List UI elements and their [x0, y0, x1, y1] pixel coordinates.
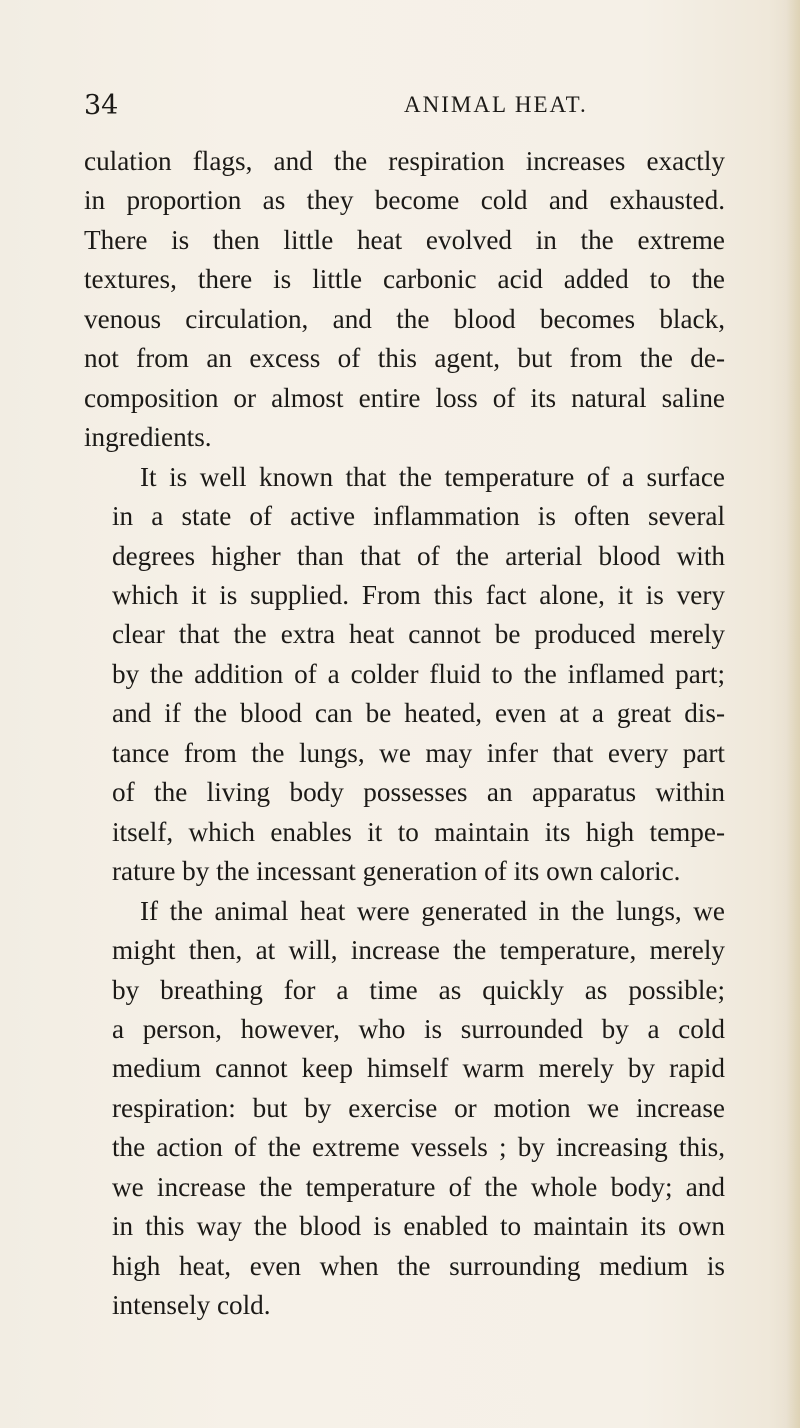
text-line: by the addition of a colder fluid to the inflamed part;	[112, 658, 725, 689]
text-line: composition or almost entire loss of its natural saline	[84, 382, 725, 413]
text-line: culation flags, and the respiration increases exactly	[84, 146, 725, 176]
text-line: we increase the temperature of the whole body; and	[112, 1171, 725, 1202]
text-line: of the living body possesses an apparatus within	[112, 777, 725, 808]
text-line: venous circulation, and the blood becomes black,	[84, 303, 725, 334]
text-line: clear that the extra heat cannot be produced merely	[112, 619, 725, 650]
paragraph-1	[84, 142, 725, 458]
running-head: ANIMAL HEAT.	[404, 92, 588, 117]
text-line: the action of the extreme vessels ; by increasing this,	[112, 1132, 725, 1163]
text-line: If the animal heat were generated in the lungs, we	[140, 895, 725, 926]
text-line: which it is supplied. From this fact alone, it is very	[112, 579, 725, 610]
body-text	[84, 142, 725, 1326]
paragraph-3	[84, 892, 725, 1326]
text-line: ingredients.	[84, 422, 212, 453]
text-line: a person, however, who is surrounded by a cold	[112, 1013, 725, 1044]
text-line: There is then little heat evolved in the extreme	[84, 224, 725, 255]
page-edge-shadow	[786, 0, 800, 1428]
text-line: It is well known that the temperature of a surface	[140, 461, 725, 492]
page-number: 34	[84, 90, 119, 121]
page-header	[84, 90, 726, 126]
text-line: degrees higher than that of the arterial blood with	[112, 540, 725, 571]
text-line: textures, there is little carbonic acid added to the	[84, 264, 725, 295]
text-line: respiration: but by exercise or motion we increase	[112, 1092, 725, 1123]
text-line: intensely cold.	[112, 1290, 271, 1321]
text-line: by breathing for a time as quickly as possible;	[112, 974, 725, 1005]
text-line: in a state of active inflammation is often several	[112, 501, 725, 532]
text-line: tance from the lungs, we may infer that every part	[112, 737, 725, 768]
text-line: not from an excess of this agent, but from the de-	[84, 343, 725, 374]
text-line: medium cannot keep himself warm merely by rapid	[112, 1053, 725, 1084]
text-line: high heat, even when the surrounding medium is	[112, 1250, 725, 1281]
text-line: and if the blood can be heated, even at a great dis-	[112, 698, 725, 729]
text-line: itself, which enables it to maintain its high tempe-	[112, 816, 725, 847]
text-line: in this way the blood is enabled to maintain its own	[112, 1211, 725, 1242]
text-line: might then, at will, increase the temperature, merely	[112, 935, 725, 966]
text-line: in proportion as they become cold and exhausted.	[84, 185, 725, 216]
text-line: rature by the incessant generation of its own caloric.	[112, 856, 681, 887]
paragraph-2	[84, 458, 725, 892]
